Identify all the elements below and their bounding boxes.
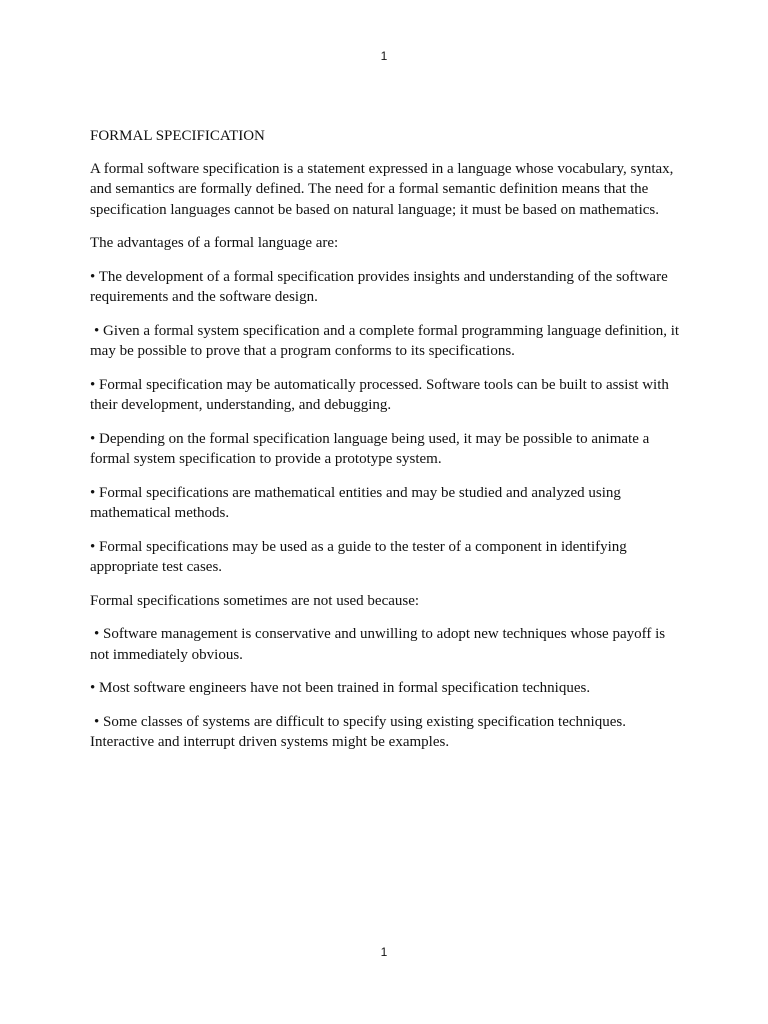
- document-body: [90, 126, 682, 766]
- header-page-number: 1: [380, 49, 388, 63]
- advantage-item: • Formal specification may be automatically processed. Software tools can be built to assist with their development, understanding, and debugging.: [90, 376, 669, 413]
- advantage-item: • Formal specifications may be used as a guide to the tester of a component in identifying appropriate test cases.: [90, 538, 627, 575]
- not-used-reason-item: • Software management is conservative and unwilling to adopt new techniques whose payoff is not immediately obvious.: [90, 626, 666, 663]
- advantage-item: • Depending on the formal specification language being used, it may be possible to animate a formal system specification to provide a prototype system.: [90, 430, 650, 467]
- advantage-item: • Formal specifications are mathematical entities and may be studied and analyzed using mathematical methods.: [90, 484, 621, 521]
- advantage-item: • Given a formal system specification and a complete formal programming language definition, it may be possible to prove that a program conforms to its specifications.: [90, 322, 680, 359]
- advantages-heading: The advantages of a formal language are:: [90, 235, 339, 251]
- advantage-item: • The development of a formal specification provides insights and understanding of the software requirements and the software design.: [90, 268, 668, 305]
- not-used-reason-item: • Most software engineers have not been trained in formal specification techniques.: [90, 680, 591, 696]
- not-used-heading: Formal specifications sometimes are not used because:: [90, 592, 420, 609]
- intro-paragraph: A formal software specification is a statement expressed in a language whose vocabulary, syntax, and semantics are formally defined. The need for a formal semantic definition means that the specification languages cannot be based on natural language; it must be based on mathematics.: [90, 160, 674, 218]
- footer-page-number: 1: [380, 945, 388, 959]
- document-title: FORMAL SPECIFICATION: [90, 128, 265, 144]
- not-used-reason-item: • Some classes of systems are difficult to specify using existing specification techniques. Interactive and interrupt driven systems might be examples.: [90, 713, 626, 750]
